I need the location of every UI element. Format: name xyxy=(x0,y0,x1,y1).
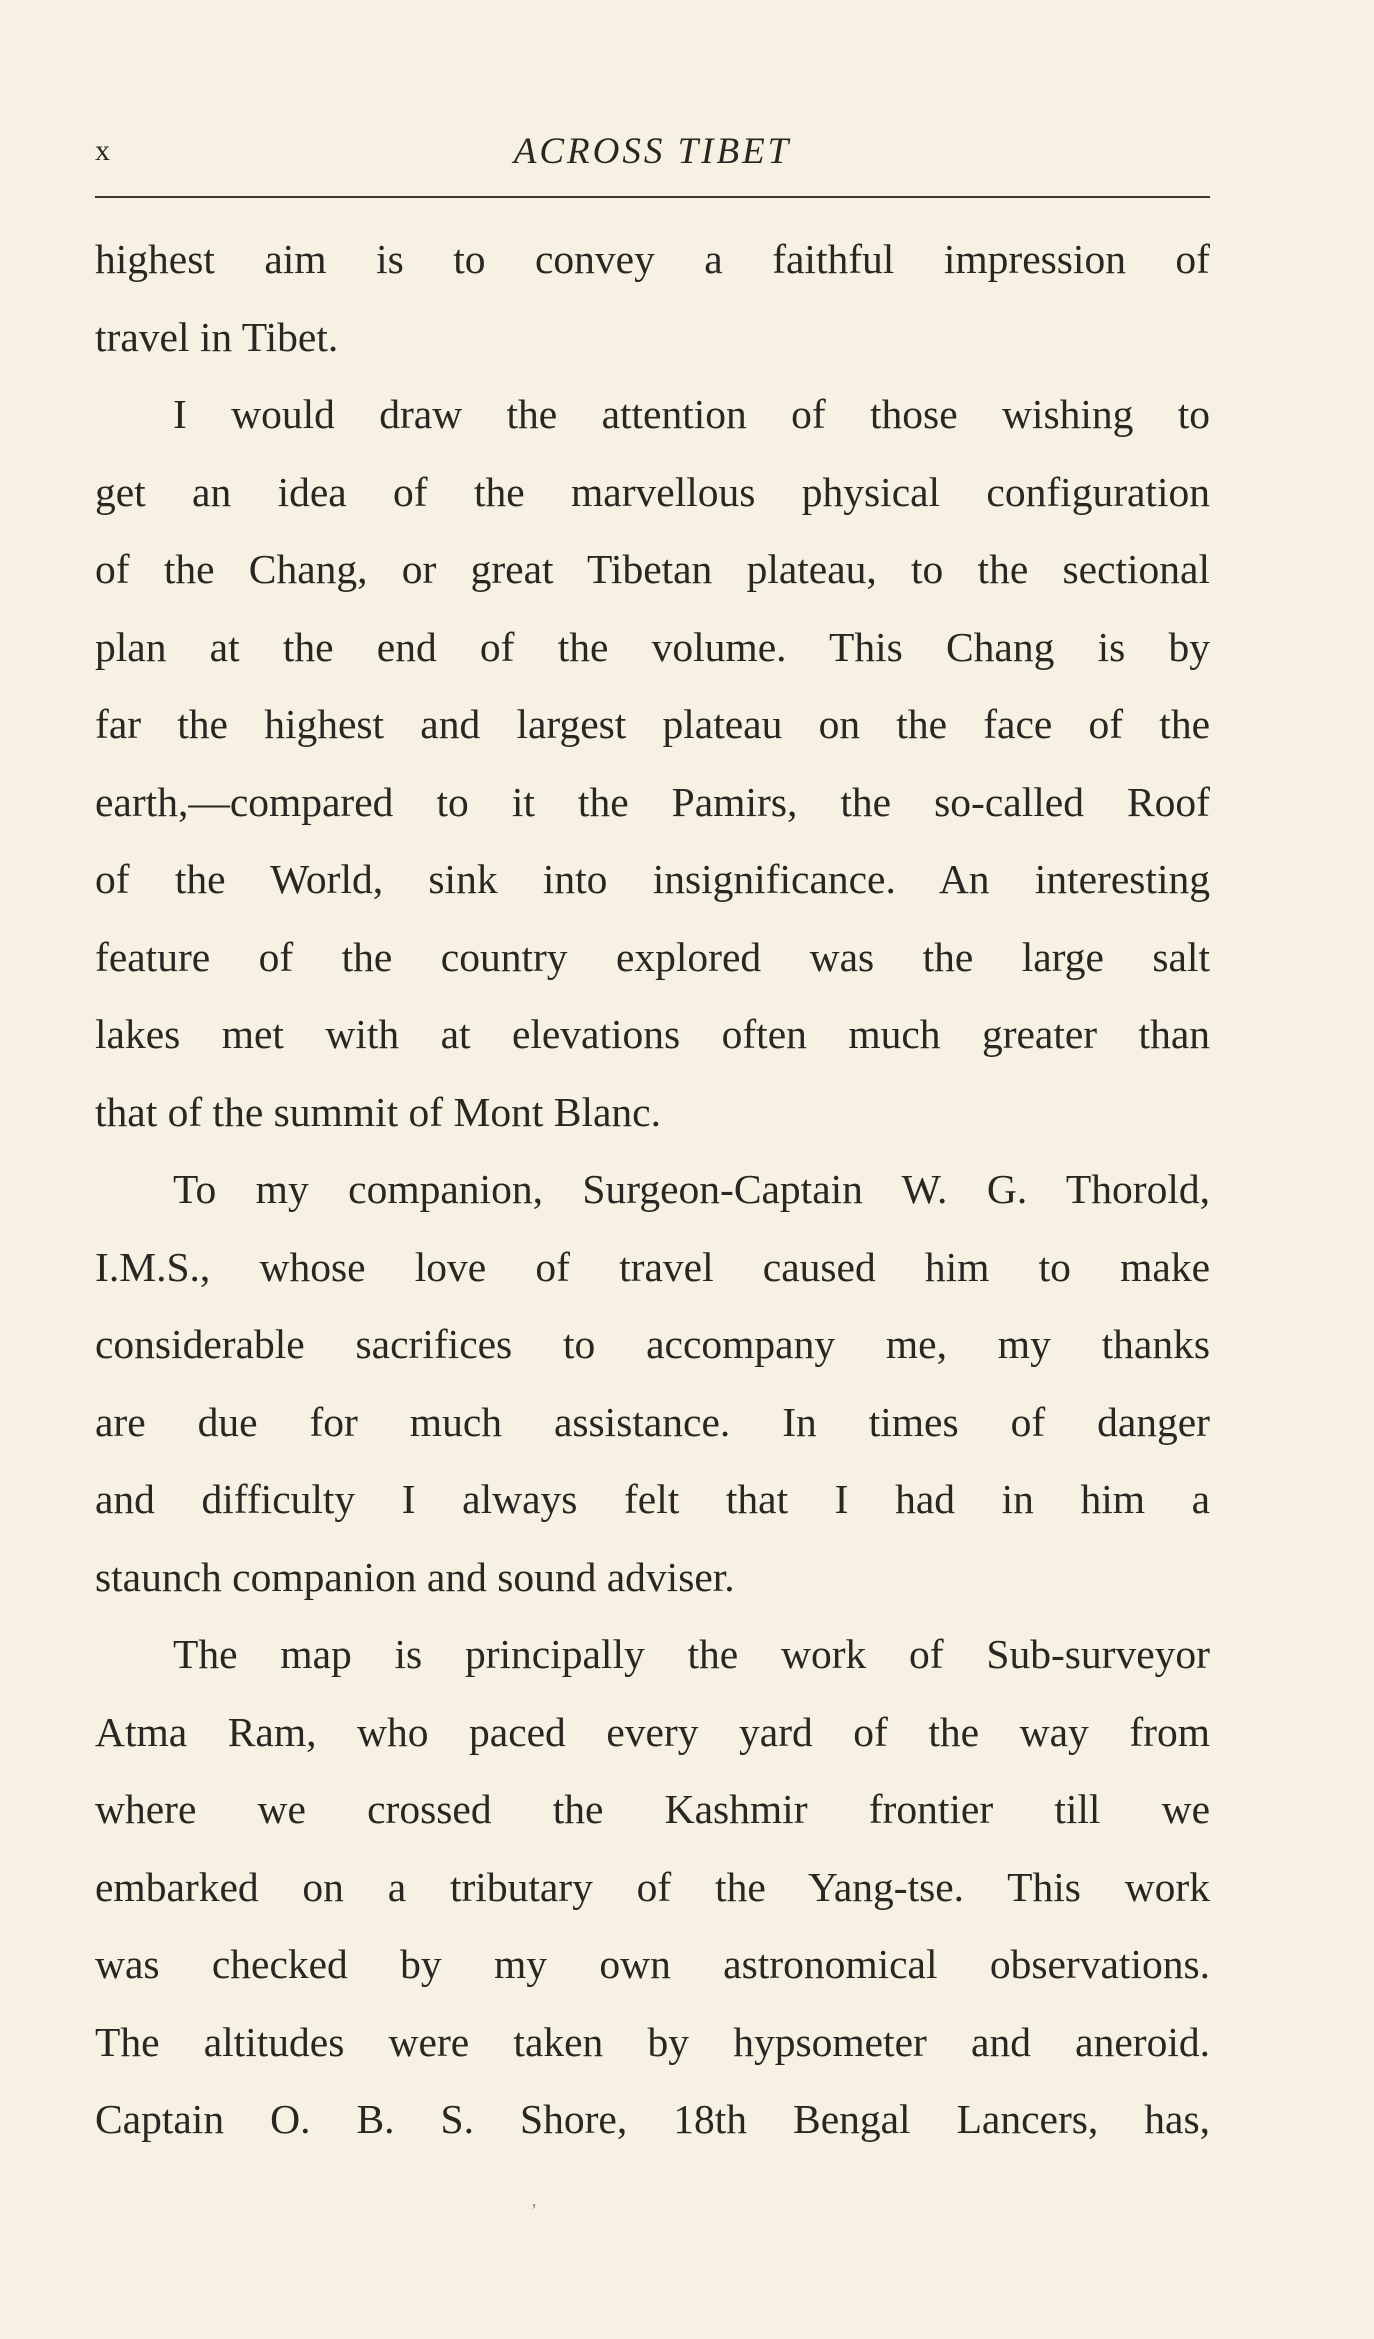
text-line: To my companion, Surgeon-Captain W. G. Thorold, xyxy=(173,1166,1210,1212)
text-line: get an idea of the marvellous physical configuration xyxy=(95,468,1210,515)
text-line: of the Chang, or great Tibetan plateau, to the sectional xyxy=(95,546,1210,592)
text-line: I would draw the attention of those wishing to xyxy=(173,391,1210,437)
text-line: that of the summit of Mont Blanc. xyxy=(95,1088,661,1135)
text-line: Captain O. B. S. Shore, 18th Bengal Lancers, has, xyxy=(95,2096,1210,2142)
text-line: I.M.S., whose love of travel caused him to make xyxy=(95,1243,1210,1290)
text-line: lakes met with at elevations often much greater than xyxy=(95,1011,1210,1057)
footer-mark: ’ xyxy=(531,2200,537,2220)
text-line: considerable sacrifices to accompany me, my thanks xyxy=(95,1321,1210,1367)
text-line: The altitudes were taken by hypsometer and aneroid. xyxy=(95,2018,1210,2065)
text-line: where we crossed the Kashmir frontier till we xyxy=(95,1786,1210,1832)
text-line: travel in Tibet. xyxy=(95,313,339,360)
page-header xyxy=(95,128,1210,178)
body-text xyxy=(95,221,1210,2159)
text-line: earth,—compared to it the Pamirs, the so-called Roof xyxy=(95,778,1210,825)
text-line: staunch companion and sound adviser. xyxy=(95,1553,735,1600)
text-line: The map is principally the work of Sub-surveyor xyxy=(173,1631,1210,1677)
text-line: far the highest and largest plateau on the face of the xyxy=(95,701,1210,747)
text-line: feature of the country explored was the large salt xyxy=(95,933,1210,980)
header-rule xyxy=(95,196,1210,198)
text-line: and difficulty I always felt that I had in him a xyxy=(95,1476,1210,1522)
text-line: are due for much assistance. In times of danger xyxy=(95,1398,1210,1445)
text-line: of the World, sink into insignificance. An interesting xyxy=(95,856,1210,902)
text-line: Atma Ram, who paced every yard of the way from xyxy=(95,1708,1210,1755)
text-line: was checked by my own astronomical observations. xyxy=(95,1941,1210,1987)
text-line: highest aim is to convey a faithful impression of xyxy=(95,236,1210,282)
page-number: x xyxy=(95,134,111,167)
running-head-title: ACROSS TIBET xyxy=(513,131,792,172)
text-line: embarked on a tributary of the Yang-tse. This work xyxy=(95,1863,1210,1910)
text-line: plan at the end of the volume. This Chang is by xyxy=(95,623,1210,670)
